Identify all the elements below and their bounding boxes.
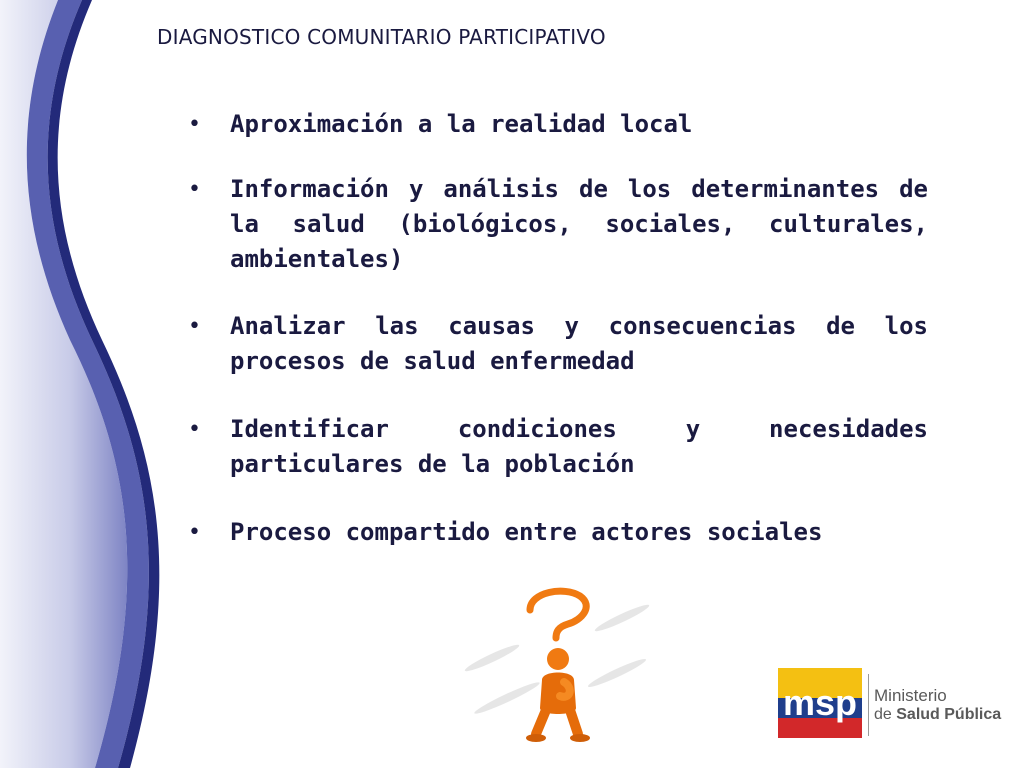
bullet-dot: • [188, 314, 201, 339]
msp-logo-mark [778, 668, 862, 738]
bullet-text: Proceso compartido entre actores sociales [230, 518, 823, 546]
bullet-dot: • [188, 177, 201, 202]
logo-line2 [874, 705, 1004, 724]
bullet-text: Analizar las causas y consecuencias de los procesos de salud enfermedad [230, 312, 928, 375]
logo-line1: Ministerio [874, 686, 947, 705]
question-mark-person-icon [452, 578, 674, 748]
slide-title: DIAGNOSTICO COMUNITARIO PARTICIPATIVO [157, 25, 606, 49]
ministry-logo [778, 668, 1002, 740]
bullet-text: Aproximación a la realidad local [230, 110, 693, 138]
logo-line2-prefix: de [874, 706, 897, 723]
bullet-item [188, 172, 928, 277]
logo-mark-letters: msp [782, 682, 858, 723]
bullet-dot: • [188, 520, 201, 545]
bullet-item [188, 515, 928, 550]
logo-line2-bold: Salud Pública [896, 706, 1002, 723]
bullet-dot: • [188, 417, 201, 442]
bullet-item [188, 309, 928, 379]
bullet-item [188, 412, 928, 482]
logo-text [874, 686, 1004, 724]
bullet-text: Identificar condiciones y necesidades particulares de la población [230, 415, 928, 478]
bullet-list [188, 107, 928, 585]
bullet-text: Información y análisis de los determinantes de la salud (biológicos, sociales, culturales, ambientales) [230, 175, 928, 273]
bullet-item [188, 107, 928, 142]
logo-divider [868, 674, 869, 736]
bullet-dot: • [188, 112, 201, 137]
